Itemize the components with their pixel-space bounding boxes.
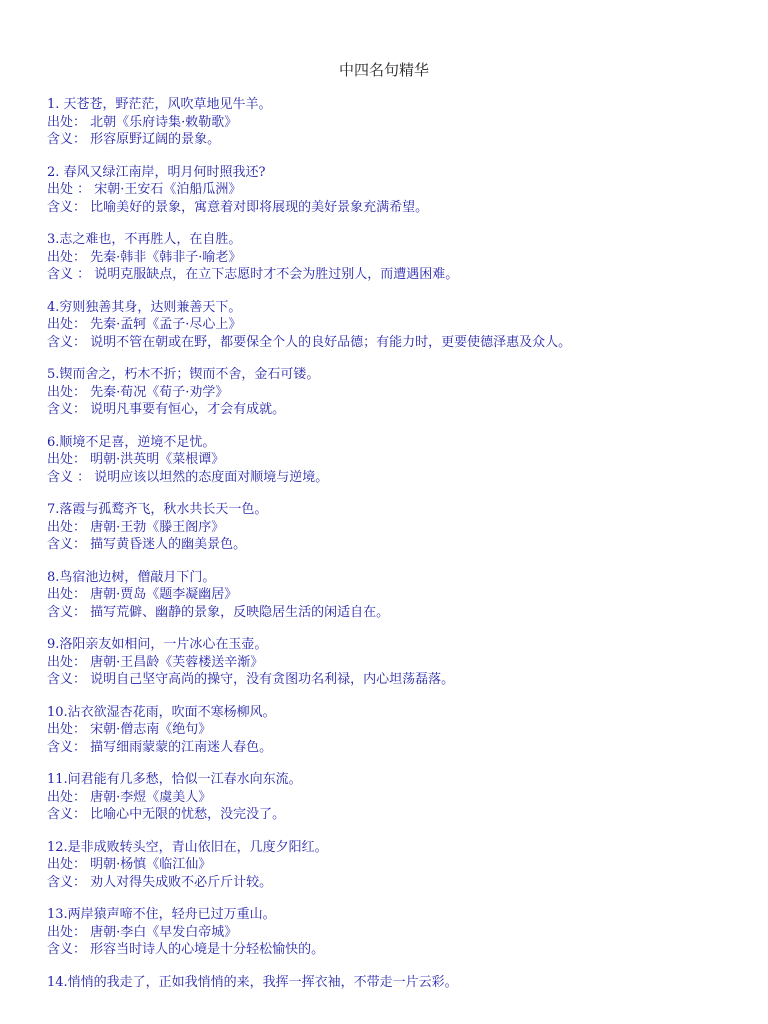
quote-text: 14.悄悄的我走了，正如我悄悄的来，我挥一挥衣袖，不带走一片云彩。: [47, 974, 458, 990]
quote-entry: [47, 704, 747, 757]
quote-entry: [47, 501, 747, 554]
quote-entry: [47, 839, 747, 892]
quote-source: 出处： 先秦·孟轲《孟子·尽心上》: [47, 317, 242, 332]
quote-meaning: 含义： 劝人对得失成败不必斤斤计较。: [47, 874, 273, 890]
quote-meaning: 含义： 比喻美好的景象，寓意着对即将展现的美好景象充满希望。: [47, 199, 429, 215]
quote-text: 1. 天苍苍，野茫茫，风吹草地见牛羊。: [47, 97, 272, 112]
quote-text: 3.志之难也，不再胜人，在自胜。: [47, 232, 242, 247]
quote-meaning: 含义： 描写荒僻、幽静的景象，反映隐居生活的闲适自在。: [47, 604, 390, 620]
quote-text: 8.鸟宿池边树，僧敲月下门。: [47, 569, 216, 585]
quote-entry: [47, 96, 747, 149]
quote-source: 出处： 明朝·洪英明《菜根谭》: [47, 452, 225, 467]
quote-entry: [47, 299, 747, 352]
quote-source: 出处： 唐朝·王昌龄《芙蓉楼送辛渐》: [47, 654, 264, 670]
quote-meaning: 含义： 形容当时诗人的心境是十分轻松愉快的。: [47, 942, 325, 957]
quote-text: 4.穷则独善其身，达则兼善天下。: [47, 299, 242, 315]
quote-entry: [47, 771, 747, 824]
quote-source: 出处： 北朝《乐府诗集·敕勒歌》: [47, 114, 238, 130]
quote-meaning: 含义： 描写黄昏迷人的幽美景色。: [47, 537, 247, 552]
quote-meaning: 含义： 说明凡事要有恒心，才会有成就。: [47, 402, 286, 417]
quote-entry: [47, 164, 747, 217]
quote-text: 13.两岸猿声啼不住，轻舟已过万重山。: [47, 907, 276, 922]
quote-meaning: 含义： 描写细雨蒙蒙的江南迷人春色。: [47, 739, 273, 755]
quote-text: 10.沾衣欲湿杏花雨，吹面不寒杨柳风。: [47, 704, 276, 720]
quote-meaning: 含义： 形容原野辽阔的景象。: [47, 132, 221, 147]
quote-entry: [47, 906, 747, 959]
quote-text: 7.落霞与孤鹜齐飞，秋水共长天一色。: [47, 502, 268, 517]
quote-source: 出处： 唐朝·王勃《滕王阁序》: [47, 519, 225, 535]
page-title: 中四名句精华: [338, 61, 429, 79]
quote-entry: [47, 434, 747, 487]
quote-meaning: 含义： 比喻心中无限的忧愁，没完没了。: [47, 807, 286, 822]
quote-text: 2. 春风又绿江南岸，明月何时照我还?: [47, 164, 266, 180]
quote-source: 出处： 明朝·杨慎《临江仙》: [47, 857, 212, 872]
quote-source: 出处： 先秦·韩非《韩非子·喻老》: [47, 249, 242, 265]
quotes-list: [47, 96, 747, 1006]
quote-text: 9.洛阳亲友如相问，一片冰心在玉壶。: [47, 637, 268, 652]
quote-text: 5.锲而舍之，朽木不折；锲而不舍，金石可镂。: [47, 367, 320, 382]
quote-entry: [47, 569, 747, 622]
quote-source: 出处： 唐朝·李白《早发白帝城》: [47, 924, 238, 940]
quote-entry: [47, 636, 747, 689]
quote-source: 出处： 宋朝·僧志南《绝句》: [47, 722, 212, 737]
quote-entry: [47, 974, 747, 992]
quote-source: 出处： 先秦·荀况《荀子·劝学》: [47, 384, 229, 400]
quote-text: 6.顺境不足喜，逆境不足忧。: [47, 434, 216, 450]
quote-entry: [47, 366, 747, 419]
quote-meaning: 含义 ： 说明克服缺点，在立下志愿时才不会为胜过别人，而遭遇困难。: [47, 267, 459, 282]
quote-meaning: 含义 ： 说明应该以坦然的态度面对顺境与逆境。: [47, 469, 329, 485]
quote-entry: [47, 231, 747, 284]
quote-source: 出处 ： 宋朝·王安石《泊船瓜洲》: [47, 182, 242, 197]
quote-text: 12.是非成败转头空，青山依旧在，几度夕阳红。: [47, 839, 328, 855]
quote-source: 出处： 唐朝·贾岛《题李凝幽居》: [47, 587, 238, 602]
quote-meaning: 含义： 说明不管在朝或在野，都要保全个人的良好品德；有能力时，更要使德泽惠及众人。: [47, 334, 572, 350]
quote-source: 出处： 唐朝·李煜《虞美人》: [47, 789, 212, 805]
quote-text: 11.问君能有几多愁，恰似一江春水向东流。: [47, 772, 302, 787]
quote-meaning: 含义： 说明自己坚守高尚的操守，没有贪图功名利禄，内心坦荡磊落。: [47, 672, 455, 687]
